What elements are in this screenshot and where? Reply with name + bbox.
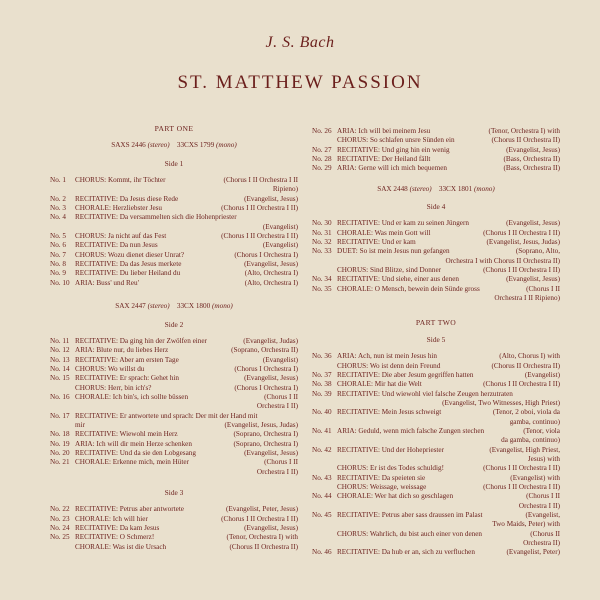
entry-performers: (Chorus I II: [526, 284, 560, 293]
entry-title: RECITATIVE: Und da sie den Lobgesang: [75, 448, 196, 457]
entry-line: [75, 440, 298, 449]
entry-line: [75, 195, 298, 204]
left-column: [50, 124, 298, 552]
entry-line: [75, 533, 298, 542]
entry-continuation: Ripieno): [272, 185, 298, 194]
entry-title: CHORALE: Was mein Gott will: [337, 228, 431, 237]
track-number: No. 43: [312, 473, 332, 482]
entry-continuation: Orchestra II): [523, 539, 560, 548]
catalog-numbers-2: [50, 302, 298, 311]
entry-performers: (Chorus II Orchestra II): [491, 136, 560, 145]
entry-performers: (Evangelist, High Priest,: [489, 445, 560, 454]
entry-line: [75, 337, 298, 346]
entry-line: [75, 213, 298, 222]
track-entry: [50, 430, 298, 439]
track-entry: [312, 352, 560, 371]
entry-title: RECITATIVE: Er antwortete und sprach: Der mit der Hand mit: [75, 411, 258, 420]
track-number: No. 36: [312, 352, 332, 361]
track-entry: [50, 505, 298, 514]
entry-performers: (Evangelist, Jesus): [244, 374, 298, 383]
track-entry: [50, 204, 298, 213]
track-entry: [312, 380, 560, 389]
entry-performers: (Bass, Orchestra II): [503, 155, 560, 164]
entry-line: [75, 384, 298, 393]
entry-line: [75, 356, 298, 365]
entry-line: [337, 483, 560, 492]
entry-performers: (Soprano, Orchestra I): [233, 439, 298, 448]
entry-line: [337, 371, 560, 380]
entry-performers: (Evangelist): [262, 355, 298, 364]
entry-performers: (Chorus I II Orchestra I II: [223, 176, 298, 185]
track-entry: [312, 164, 560, 173]
track-entry: [312, 155, 560, 164]
track-number: No. 5: [50, 232, 66, 241]
track-number: No. 22: [50, 505, 70, 514]
entry-performers: (Evangelist) with: [510, 473, 560, 482]
track-entry: [312, 511, 560, 548]
entry-performers: (Chorus I II Orchestra I II): [483, 228, 560, 237]
entry-performers: (Evangelist, Jesus): [506, 145, 560, 154]
track-number: No. 6: [50, 241, 66, 250]
track-number: No. 3: [50, 204, 66, 213]
entry-title: CHORALE: Wer hat dich so geschlagen: [337, 492, 454, 501]
entry-title: CHORUS: Ja nicht auf das Fest: [75, 232, 167, 241]
entry-line: [337, 427, 560, 436]
track-number: No. 10: [50, 278, 70, 287]
entry-performers: (Chorus I II Orchestra I II): [221, 514, 298, 523]
track-entry: [312, 371, 560, 380]
track-number: No. 18: [50, 430, 70, 439]
entry-line: [75, 346, 298, 355]
track-number: No. 37: [312, 370, 332, 379]
track-entry: [312, 146, 560, 155]
entry-title: RECITATIVE: Er sprach: Gehet hin: [75, 374, 180, 383]
entry-performers: (Alto, Orchestra I): [244, 278, 298, 287]
entry-title: CHORUS: Wahrlich, du bist auch einer von denen: [337, 529, 483, 538]
entry-line: [337, 492, 560, 501]
entry-title: RECITATIVE: Aber am ersten Tage: [75, 355, 179, 364]
entry-performers: (Evangelist, Jesus): [244, 194, 298, 203]
entry-title: CHORALE: Mir hat die Welt: [337, 380, 422, 389]
entry-performers: (Chorus I II: [264, 458, 298, 467]
entry-line: [75, 421, 298, 430]
track-number: No. 8: [50, 260, 66, 269]
track-number: No. 21: [50, 458, 70, 467]
part-one-heading: PART ONE: [154, 124, 194, 133]
entry-line: [337, 247, 560, 256]
track-number: No. 41: [312, 426, 332, 435]
mono-tag: (mono): [216, 141, 237, 150]
entry-performers: (Soprano, Orchestra I): [233, 430, 298, 439]
track-entry: [50, 241, 298, 250]
entry-continuation: Orchestra I II): [518, 501, 560, 510]
track-number: No. 44: [312, 492, 332, 501]
entry-line: [337, 238, 560, 247]
track-entry: [312, 238, 560, 247]
entry-title: CHORUS: Wo willst du: [75, 364, 145, 373]
track-entry: [50, 195, 298, 204]
entry-line: [75, 505, 298, 514]
entry-title: RECITATIVE: Da speieten sie: [337, 473, 426, 482]
entry-line: [75, 430, 298, 439]
track-entry: [50, 356, 298, 365]
track-list: [50, 505, 298, 552]
entry-line: [75, 204, 298, 213]
entry-line: [337, 266, 560, 275]
track-number: No. 40: [312, 408, 332, 417]
entry-title: RECITATIVE: Da ging hin der Zwölfen einer: [75, 336, 207, 345]
entry-performers: (Evangelist, Jesus): [244, 448, 298, 457]
track-number: No. 34: [312, 275, 332, 284]
track-list: [312, 127, 560, 174]
entry-line: [337, 146, 560, 155]
track-entry: [50, 269, 298, 278]
entry-title: RECITATIVE: Da hub er an, sich zu verfluchen: [337, 548, 475, 557]
entry-line: [75, 374, 298, 383]
mono-tag: (mono): [212, 302, 233, 311]
entry-continuation: Orchestra I with Chorus II Orchestra II): [445, 256, 560, 265]
entry-title: RECITATIVE: Und er kam: [337, 238, 416, 247]
entry-title: RECITATIVE: Petrus aber sass draussen im Palast: [337, 511, 483, 520]
track-number: No. 29: [312, 164, 332, 173]
entry-title: CHORUS: Weissage, weissage: [337, 483, 427, 491]
entry-line: [337, 275, 560, 284]
track-number: No. 26: [312, 127, 332, 135]
track-list: [50, 176, 298, 288]
entry-performers: (Evangelist, Jesus, Judas): [224, 420, 298, 429]
entry-line: [75, 279, 298, 288]
entry-performers: (Chorus I II Orchestra I II): [483, 266, 560, 275]
entry-performers: (Soprano, Orchestra II): [231, 346, 298, 355]
entry-performers: (Evangelist, Jesus): [506, 275, 560, 284]
entry-line: [75, 393, 298, 402]
entry-line: [75, 412, 298, 421]
entry-title: CHORALE: Ich will hier: [75, 514, 148, 523]
entry-line: [337, 164, 560, 173]
track-entry: [312, 219, 560, 228]
track-number: No. 45: [312, 511, 332, 520]
entry-title: RECITATIVE: Wiewohl mein Herz: [75, 430, 178, 439]
track-entry: [312, 446, 560, 474]
entry-performers: (Chorus I II: [264, 392, 298, 401]
entry-line: [337, 408, 560, 417]
track-number: No. 4: [50, 213, 66, 222]
track-entry: [312, 474, 560, 493]
track-number: No. 38: [312, 380, 332, 389]
entry-line: [75, 241, 298, 250]
entry-title: CHORALE: O Mensch, bewein dein Sünde gross: [337, 284, 480, 293]
track-number: No. 39: [312, 389, 332, 398]
track-entry: [50, 346, 298, 355]
entry-line: [75, 515, 298, 524]
entry-performers: (Evangelist,: [525, 511, 560, 520]
entry-continuation: Orchestra I II Ripieno): [494, 294, 560, 303]
track-entry: [50, 251, 298, 260]
track-number: No. 35: [312, 284, 332, 293]
entry-performers: (Soprano, Alto,: [515, 247, 560, 256]
track-number: No. 42: [312, 445, 332, 454]
right-column: [312, 127, 560, 558]
work-title: ST. MATTHEW PASSION: [177, 72, 423, 93]
entry-line: [337, 285, 560, 294]
track-entry: [50, 365, 298, 374]
entry-line: [75, 260, 298, 269]
entry-title: RECITATIVE: Da versammelten sich die Hohenpriester: [75, 213, 237, 222]
entry-continuation: Two Maids, Peter) with: [492, 520, 560, 529]
entry-performers: (Chorus I II: [526, 492, 560, 501]
catalog-numbers-3: [312, 185, 560, 194]
track-list: [312, 219, 560, 303]
entry-performers: (Alto, Chorus I) with: [499, 352, 560, 361]
entry-line: [337, 474, 560, 483]
track-number: No. 46: [312, 548, 332, 557]
entry-title: RECITATIVE: Die aber Jesum gegriffen hatten: [337, 370, 474, 379]
track-number: No. 19: [50, 439, 70, 448]
track-entry: [312, 247, 560, 275]
track-entry: [50, 279, 298, 288]
track-number: No. 14: [50, 364, 70, 373]
entry-line: [337, 219, 560, 228]
entry-performers: (Chorus I II Orchestra I II): [483, 464, 560, 473]
track-number: No. 30: [312, 219, 332, 228]
entry-performers: (Bass, Orchestra II): [503, 164, 560, 173]
entry-title: CHORUS: Sind Blitze, sind Donner: [337, 266, 442, 275]
entry-performers: (Chorus I Orchestra I): [234, 364, 298, 373]
track-number: No. 20: [50, 448, 70, 457]
track-entry: [50, 213, 298, 232]
mono-catalog: 33CX 1801: [438, 184, 473, 193]
stereo-catalog: SAX 2447: [115, 302, 146, 311]
entry-title: CHORALE: Herzliebster Jesu: [75, 204, 163, 213]
entry-line: [337, 548, 560, 557]
track-number: No. 23: [50, 514, 70, 523]
entry-title: ARIA: Gerne will ich mich bequemen: [337, 164, 447, 173]
part-two-heading: PART TWO: [415, 317, 457, 327]
entry-title: RECITATIVE: Und wiewohl viel falsche Zeugen herzutraten: [337, 389, 513, 398]
entry-performers: (Chorus I II Orchestra I II): [483, 483, 560, 491]
track-number: No. 7: [50, 250, 66, 259]
entry-title: ARIA: Ich will dir mein Herze schenken: [75, 439, 192, 448]
entry-performers: (Tenor, 2 oboi, viola da: [492, 408, 560, 417]
entry-line: [337, 464, 560, 473]
entry-line: [75, 458, 298, 467]
entry-title: ARIA: Blute nur, du liebes Herz: [75, 346, 169, 355]
entry-performers: (Chorus II Orchestra II): [229, 542, 298, 551]
entry-line: [337, 446, 560, 455]
entry-line: [75, 365, 298, 374]
entry-continuation: (Evangelist, Two Witnesses, High Priest): [442, 398, 560, 407]
track-number: No. 27: [312, 145, 332, 154]
entry-title: RECITATIVE: Und er kam zu seinen Jüngern: [337, 219, 469, 228]
entry-line: [337, 352, 560, 361]
track-number: No. 15: [50, 374, 70, 383]
track-number: No. 32: [312, 238, 332, 247]
entry-title: ARIA: Geduld, wenn mich falsche Zungen stechen: [337, 426, 485, 435]
entry-continuation: da gamba, continuo): [501, 436, 560, 445]
entry-title: RECITATIVE: Der Heiland fällt: [337, 155, 431, 164]
entry-continuation: Orchestra I II): [256, 402, 298, 411]
track-entry: [50, 232, 298, 241]
entry-line: [337, 229, 560, 238]
track-number: No. 1: [50, 176, 66, 185]
entry-performers: (Evangelist, Jesus, Judas): [486, 238, 560, 247]
entry-continuation: (Evangelist): [262, 222, 298, 231]
entry-continuation: Orchestra I II): [256, 467, 298, 476]
entry-line: [75, 543, 298, 552]
entry-title: mir: [75, 420, 85, 429]
track-entry: [50, 515, 298, 524]
track-entry: [50, 260, 298, 269]
entry-line: [75, 232, 298, 241]
track-number: No. 25: [50, 533, 70, 542]
track-entry: [50, 449, 298, 458]
track-entry: [312, 408, 560, 427]
track-list: [312, 352, 560, 558]
track-number: No. 31: [312, 228, 332, 237]
track-list: [50, 337, 298, 477]
entry-title: CHORUS: Wozu dienet dieser Unrat?: [75, 250, 185, 259]
track-entry: [312, 275, 560, 284]
entry-title: CHORUS: Kommt, ihr Töchter: [75, 176, 166, 185]
entry-title: CHORUS: Herr, bin ich's?: [75, 383, 152, 392]
entry-title: CHORUS: Er ist des Todes schuldig!: [337, 464, 444, 473]
catalog-numbers-1: [50, 141, 298, 150]
side-2-heading: Side 2: [164, 319, 184, 329]
track-number: No. 2: [50, 194, 66, 203]
entry-title: CHORUS: So schlafen unsre Sünden ein: [337, 136, 455, 145]
entry-line: [75, 269, 298, 278]
stereo-tag: (stereo): [147, 302, 170, 311]
stereo-tag: (stereo): [147, 141, 170, 150]
track-number: No. 12: [50, 346, 70, 355]
entry-title: ARIA: Ach, nun ist mein Jesus hin: [337, 352, 438, 361]
entry-title: RECITATIVE: Da das Jesus merkete: [75, 260, 182, 269]
entry-line: [337, 362, 560, 371]
stereo-catalog: SAXS 2446: [111, 141, 146, 150]
entry-title: RECITATIVE: O Schmerz!: [75, 533, 155, 542]
entry-performers: (Chorus II: [530, 529, 560, 538]
entry-performers: (Chorus I II Orchestra I II): [221, 232, 298, 241]
side-5-heading: Side 5: [426, 334, 446, 344]
entry-title: RECITATIVE: Petrus aber antwortete: [75, 505, 184, 514]
track-number: No. 9: [50, 269, 66, 278]
entry-title: RECITATIVE: Und siehe, einer aus denen: [337, 275, 459, 284]
track-entry: [50, 337, 298, 346]
entry-title: RECITATIVE: Da Jesus diese Rede: [75, 194, 179, 203]
side-3-heading: Side 3: [164, 488, 184, 497]
track-entry: [50, 393, 298, 412]
entry-performers: (Tenor, Orchestra I) with: [488, 127, 560, 135]
entry-title: RECITATIVE: Da nun Jesus: [75, 241, 158, 250]
track-entry: [312, 127, 560, 146]
track-entry: [50, 176, 298, 195]
track-number: No. 24: [50, 524, 70, 533]
entry-title: CHORUS: Wo ist denn dein Freund: [337, 361, 441, 370]
track-entry: [312, 390, 560, 409]
track-entry: [312, 427, 560, 446]
entry-title: RECITATIVE: Mein Jesus schweigt: [337, 408, 442, 417]
entry-line: [75, 524, 298, 533]
track-entry: [50, 440, 298, 449]
entry-performers: (Evangelist, Peter, Jesus): [226, 505, 298, 514]
side-1-heading: Side 1: [164, 158, 184, 168]
stereo-tag: (stereo): [409, 184, 432, 193]
entry-performers: (Evangelist, Judas): [243, 336, 298, 345]
entry-line: [337, 530, 560, 539]
entry-title: CHORALE: Ich bin's, ich sollte büssen: [75, 392, 189, 401]
entry-title: RECITATIVE: Und ging hin ein wenig: [337, 145, 450, 154]
entry-performers: (Chorus II Orchestra II): [491, 361, 560, 370]
track-entry: [312, 492, 560, 511]
track-entry: [312, 548, 560, 557]
stereo-catalog: SAX 2448: [377, 184, 408, 193]
track-entry: [50, 533, 298, 552]
entry-title: DUET: So ist mein Jesus nun gefangen: [337, 247, 450, 256]
entry-line: [337, 136, 560, 145]
entry-line: [337, 390, 560, 399]
entry-line: [337, 511, 560, 520]
entry-continuation: gamba, continuo): [509, 417, 560, 426]
side-4-heading: Side 4: [426, 202, 446, 212]
track-entry: [312, 229, 560, 238]
mono-catalog: 33CX 1800: [176, 302, 211, 311]
entry-performers: (Evangelist, Jesus): [244, 260, 298, 269]
entry-performers: (Evangelist, Peter): [506, 548, 560, 557]
entry-title: RECITATIVE: Du lieber Heiland du: [75, 269, 181, 278]
entry-performers: (Chorus I Orchestra I): [234, 383, 298, 392]
track-number: No. 17: [50, 411, 70, 420]
track-entry: [312, 285, 560, 304]
track-number: No. 28: [312, 155, 332, 164]
entry-continuation: Jesus) with: [527, 454, 560, 463]
entry-performers: (Chorus I II Orchestra I II): [483, 380, 560, 389]
entry-performers: (Tenor, Orchestra I) with: [226, 533, 298, 542]
entry-title: ARIA: Buss' und Reu': [75, 278, 139, 287]
entry-line: [337, 155, 560, 164]
entry-title: ARIA: Ich will bei meinem Jesu: [337, 127, 431, 135]
track-entry: [50, 412, 298, 431]
entry-performers: (Chorus I Orchestra I): [234, 250, 298, 259]
entry-title: RECITATIVE: Und der Hohepriester: [337, 445, 445, 454]
entry-line: [337, 127, 560, 136]
entry-performers: (Tenor, viola: [523, 426, 560, 435]
entry-performers: (Alto, Orchestra I): [244, 269, 298, 278]
entry-title: CHORALE: Was ist die Ursach: [75, 542, 167, 551]
track-number: No. 13: [50, 355, 70, 364]
track-number: No. 16: [50, 392, 70, 401]
entry-performers: (Chorus I II Orchestra I II): [221, 204, 298, 213]
entry-title: RECITATIVE: Da kam Jesus: [75, 524, 160, 533]
entry-line: [337, 380, 560, 389]
entry-line: [75, 449, 298, 458]
track-entry: [50, 524, 298, 533]
track-number: No. 33: [312, 247, 332, 256]
entry-performers: (Evangelist, Jesus): [506, 219, 560, 228]
entry-performers: (Evangelist, Jesus): [244, 524, 298, 533]
composer-name: J. S. Bach: [265, 34, 335, 51]
track-entry: [50, 374, 298, 393]
track-number: No. 11: [50, 336, 70, 345]
entry-performers: (Evangelist): [524, 370, 560, 379]
mono-catalog: 33CXS 1799: [176, 141, 215, 150]
track-entry: [50, 458, 298, 477]
entry-line: [75, 176, 298, 185]
entry-title: CHORALE: Erkenne mich, mein Hüter: [75, 458, 189, 467]
entry-performers: (Evangelist): [262, 241, 298, 250]
mono-tag: (mono): [474, 184, 495, 193]
entry-line: [75, 251, 298, 260]
